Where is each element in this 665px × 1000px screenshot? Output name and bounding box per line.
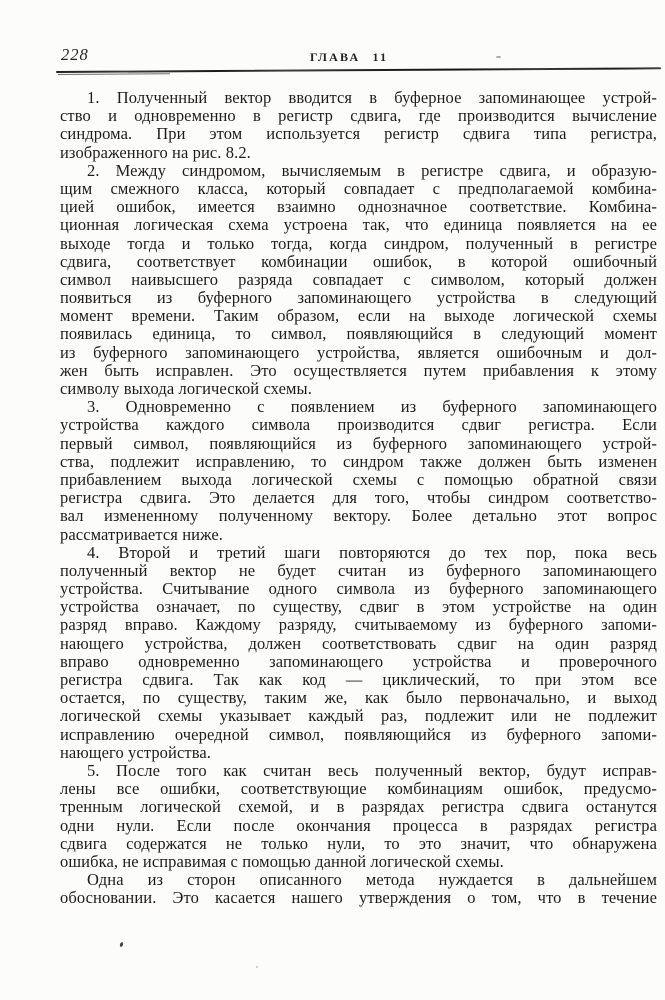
- text-line: из буферного запоминающего устройства, является ошибочным и дол-: [60, 342, 657, 362]
- text-line: появиться из буферного запоминающего устройства в следующий: [60, 288, 657, 308]
- scan-speck: [496, 56, 501, 58]
- text-line: 1. Полученный вектор вводится в буферное запоминающее устрой-: [87, 88, 657, 107]
- text-line: рассматривается ниже.: [60, 524, 223, 544]
- scan-speck: [256, 966, 258, 968]
- text-line: регистра сдвига. Это делается для того, чтобы синдром соответство-: [60, 488, 657, 508]
- text-line: нающего устройства.: [60, 742, 212, 762]
- text-line: исправлению очередной символ, появляющийся из буферного запоми-: [60, 724, 657, 744]
- text-line: сдвига содержатся не только нули, то это значит, что обнаружена: [60, 833, 657, 853]
- text-line: остается, по существу, таким же, как было первоначально, и выход: [60, 688, 657, 708]
- text-line: 3. Одновременно с появлением из буферного запоминающего: [87, 397, 657, 417]
- scan-speck: [119, 942, 123, 948]
- text-line: разряд вправо. Каждому разряду, считываемому из буферного запоми-: [60, 615, 657, 635]
- text-line: выходе тогда и только тогда, когда синдром, полученный в регистре: [60, 233, 657, 253]
- paragraph: [60, 544, 657, 762]
- text-line: регистра сдвига. Так как код — циклический, то при этом все: [60, 670, 657, 689]
- text-line: тренным логической схемой, и в разрядах регистра сдвига останутся: [60, 797, 657, 817]
- text-line: цией ошибок, имеется взаимно однозначное соответствие. Комбина-: [60, 197, 657, 217]
- text-line: вправо одновременно запоминающего устройства и проверочного: [60, 651, 657, 671]
- text-line: сдвига, соответствует комбинации ошибок, в которой ошибочный: [60, 251, 657, 271]
- text-line: символ наивысшего разряда совпадает с символом, который должен: [60, 269, 657, 289]
- text-line: ошибка, не исправимая с помощью данной логической схемы.: [60, 851, 504, 871]
- page-number: 228: [61, 45, 89, 64]
- text-line: жен быть исправлен. Это осуществляется путем прибавления к этому: [60, 360, 657, 380]
- text-line: обосновании. Это касается нашего утверждения о том, что в течение: [60, 888, 657, 908]
- text-line: ство и одновременно в регистр сдвига, где производится вычисление: [60, 106, 657, 126]
- text-line: изображенного на рис. 8.2.: [60, 142, 251, 162]
- header-rule-echo: [58, 73, 170, 75]
- text-line: ционная логическая схема устроена так, что единица появляется на ее: [60, 215, 657, 235]
- text-line: устройства каждого символа производится сдвиг регистра. Если: [60, 415, 657, 435]
- paragraph: [60, 162, 657, 398]
- paragraph: [60, 398, 657, 544]
- text-line: синдрома. При этом используется регистр сдвига типа регистра,: [60, 124, 657, 144]
- text-line: 2. Между синдромом, вычисляемым в регистре сдвига, и образую-: [87, 160, 657, 180]
- text-line: появилась единица, то символ, появляющийся в следующий момент: [60, 324, 657, 344]
- chapter-heading: ГЛАВА 11: [310, 50, 389, 64]
- text-line: нающего устройства, должен соответствовать сдвиг на один разряд: [60, 633, 657, 653]
- text-line: символу выхода логической схемы.: [60, 379, 312, 398]
- text-line: полученный вектор не будет считан из буферного запоминающего: [60, 560, 657, 580]
- text-line: вал измененному полученному вектору. Более детально этот вопрос: [60, 506, 657, 526]
- header-rule: [56, 67, 661, 73]
- text-line: первый символ, появляющийся из буферного запоминающего устрой-: [60, 433, 657, 453]
- text-line: 4. Второй и третий шаги повторяются до тех пор, пока весь: [87, 542, 657, 562]
- text-line: момент времени. Таким образом, если на выходе логической схемы: [60, 306, 657, 326]
- paragraph: [60, 762, 657, 871]
- text-line: прибавлением выхода логической схемы с помощью обратной связи: [60, 469, 657, 489]
- text-line: логической схемы указывает каждый раз, подлежит или не подлежит: [60, 706, 657, 726]
- text-line: одни нули. Если после окончания процесса в разрядах регистра: [60, 815, 657, 835]
- text-line: лены все ошибки, соответствующие комбинациям ошибок, предусмо-: [60, 779, 657, 799]
- text-line: устройства означает, по существу, сдвиг в этом устройстве на один: [60, 597, 657, 617]
- text-line: Одна из сторон описанного метода нуждается в дальнейшем: [87, 870, 657, 890]
- text-line: устройства. Считывание одного символа из буферного запоминающего: [60, 579, 657, 599]
- paragraph: [60, 89, 657, 162]
- text-line: ства, подлежит исправлению, то синдром также должен быть изменен: [60, 451, 657, 471]
- text-line: щим смежного класса, который совпадает с предполагаемой комбина-: [60, 178, 657, 198]
- text-line: 5. После того как считан весь полученный вектор, будут исправ-: [87, 760, 657, 780]
- paragraph: [60, 871, 657, 907]
- text-body: [60, 89, 657, 907]
